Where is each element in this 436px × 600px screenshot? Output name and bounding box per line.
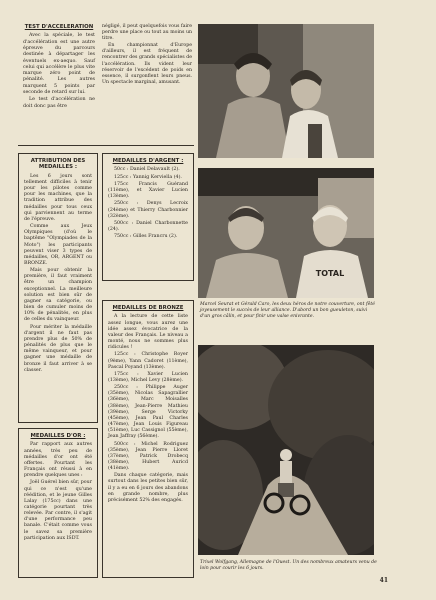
argent-item: 250cc : Denys Lecroix (24ème) et Thierry Charbonnier (32ème). xyxy=(108,201,188,219)
photo-rider-forest-image xyxy=(198,345,374,555)
argent-item: 500cc : Daniel Charbonnette (24). xyxy=(108,221,188,233)
or-paragraph: Par rapport aux autres années, très peu de médailles d'or ont été offertes. Pourtant les Français ont réussi à en prendre quelques unes : xyxy=(24,442,92,479)
argent-box xyxy=(102,153,194,281)
jersey-text: TOTAL xyxy=(315,269,345,278)
test-acceleration-box xyxy=(20,22,98,140)
argent-item: 750cc : Gilles Francru (2). xyxy=(114,234,178,240)
attribution-paragraph: Pour mériter la médaille d'argent il ne faut pas prendre plus de 50% de pénalités de plus que le même vainqueur, et pour gagner une médaille de bronze il faut arriver à se classer. xyxy=(24,324,92,373)
test-paragraph: Le test d'accélération ne doit donc pas être xyxy=(23,97,95,109)
or-title: MEDAILLES D'OR : xyxy=(30,433,86,439)
photo-two-men-image xyxy=(198,168,374,298)
bronze-paragraph: 125cc : Christophe Royer (9ème), Yann Cadoret (11ème), Pascal Poyand (13ème). xyxy=(108,352,188,370)
test-continued-paragraph: négligé, il peut quelquefois vous faire perdre une place ou tout au moins un titre. xyxy=(102,24,192,42)
page-number: 41 xyxy=(379,577,388,584)
argent-item: 50cc : Daniel Delavault (2). xyxy=(114,167,180,173)
bronze-paragraph: A la lecture de cette liste assez longue, vous aurez une idée assez évocatrice de la valeur des Français. Le niveau a monté, nous ne sommes plus ridicules ! xyxy=(108,314,188,351)
or-paragraph: Joël Guérel bien sûr, pour qui ce n'est qu'une réédition, et le jeune Gilles Lalay (175cc) dans une catégorie pourtant très relevée. Par contre, il s'agit d'une performance peu banale. C'était comme vous le savez sa première participation aux ISDT. xyxy=(24,480,92,541)
caption-middle: Marcel Seurat et Gérald Caro, les deux héros de notre couverture, ont fêté joyeusement le succès de leur alliance. D'abord un bon gueuleton, suivi d'un gros câlin, et pour finir une valse enivrante. xyxy=(200,302,375,319)
photo-two-men xyxy=(198,168,374,298)
attribution-paragraph: Les 6 jours sont tellement difficiles à tenir pour les pilotes comme pour les machines, que la tradition attribue des médailles pour tous ceux qui parviennent au terme de l'épreuve. xyxy=(24,173,92,222)
photo-rider-forest xyxy=(198,345,374,555)
test-continued-paragraph: En championnat d'Europe d'ailleurs, il est fréquent de rencontrer des grands spécialistes de l'accélération. Ils vident leur réservoir de l'excédent de poids en essence, il surgonflent leurs pneus. Un spectacle marginal, amusant. xyxy=(102,43,192,85)
bronze-title: MEDAILLES DE BRONZE xyxy=(112,305,184,311)
or-box xyxy=(18,428,98,578)
test-paragraph: Avec la spéciale, le test d'accélération est une autre épreuve du parcours destinée à départager les éventuels ex-aequo. Sauf celui qui accélère le plus vite marque zéro point de pénalité. Les autres marquent 5 points par seconde de retard sur lui. xyxy=(23,33,95,96)
attribution-paragraph: Mais pour obtenir la première, il faut vraiment être un champion exceptionnel. La meilleure solution est bien sûr de gagner sa catégorie, ou bien de cumuler moins de 10% de pénalités, en plus de celles du vainqueur. xyxy=(24,268,92,323)
argent-item: 175cc Francis Guérand (11ème), et Xavier Lucien (13ème). xyxy=(108,181,188,200)
test-continued-column xyxy=(102,24,192,87)
test-acceleration-title: TEST D'ACCELERATION xyxy=(24,24,94,30)
divider xyxy=(18,145,194,146)
bronze-box xyxy=(102,300,194,578)
bronze-paragraph: 175cc : Xavier Lucien (13ème), Michel Levy (28ème). xyxy=(108,371,188,383)
photo-couple-image xyxy=(198,24,374,158)
argent-item: 125cc : Yannig Kerviella (4). xyxy=(114,174,182,180)
caption-bottom: Trixel Wolfgang, Allemagne de l'Ouest. Un des nombreux amateurs venu de loin pour courir les 6 jours. xyxy=(200,560,377,571)
bronze-paragraph: 500cc : Michel Rodriguez (35ème), Jean Pierre Lloret (37ème), Patrick Drobecq (38ème), Hubert Auricd (41ème). xyxy=(108,441,188,472)
attribution-paragraph: Comme aux Jeux Olympiques (d'où le baptême "Olympiades de la Moto") les participants peuvent viser 3 types de médailles, OR, ARGENT ou BRONZE. xyxy=(24,224,92,266)
argent-title: MEDAILLES D'ARGENT : xyxy=(112,158,184,164)
attribution-title: ATTRIBUTION DES MEDAILLES : xyxy=(30,158,86,171)
bronze-paragraph: Dans chaque catégorie, mais surtout dans les petites bien sûr, il y a eu en 6 jours des abandons en grande nombre, plus précisément 52% des engagés. xyxy=(108,473,188,503)
bronze-paragraph: 250cc : Philippe Auger (35ème), Nicolas Sapagrallier (36ème), Marc Moisalles (38ème), Jean-Pierre Mathieu (39ème), Serge Victorky (45ème), Jean Paul Charles (47ème), Jean Louis Figureau (51ème), Luc Cassignol (55ème), Jean Jaffray (56ème). xyxy=(108,385,188,440)
photo-couple xyxy=(198,24,374,158)
attribution-box xyxy=(18,153,98,423)
